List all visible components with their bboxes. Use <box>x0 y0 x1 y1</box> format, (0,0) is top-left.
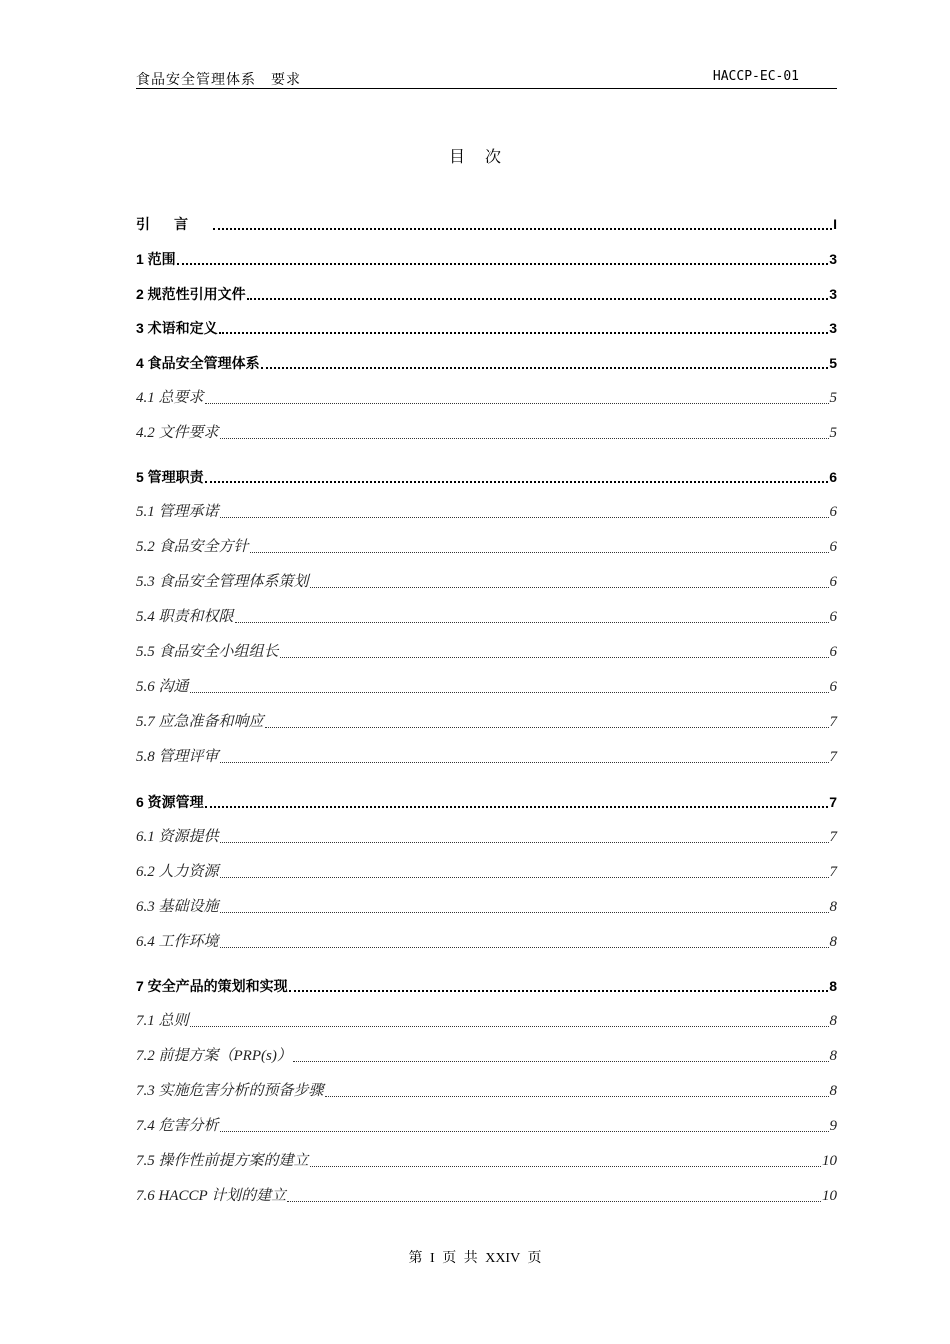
toc-entry[interactable] <box>136 463 837 487</box>
toc-entry[interactable] <box>136 1077 837 1101</box>
toc-entry[interactable] <box>136 893 837 917</box>
toc-entry-page-number: 3 <box>829 320 837 336</box>
toc-entry-page-number: I <box>833 216 837 232</box>
toc-dot-leader <box>190 692 829 693</box>
toc-dot-leader <box>310 587 829 588</box>
toc-entry[interactable] <box>136 972 837 996</box>
toc-dot-leader <box>235 622 829 623</box>
toc-entry-label: 1 范围 <box>136 251 176 267</box>
toc-dot-leader <box>287 1201 821 1202</box>
toc-entry-page-number: 5 <box>829 425 837 441</box>
toc-entry-label: 5.1 管理承诺 <box>136 504 219 520</box>
toc-entry-label: 5.3 食品安全管理体系策划 <box>136 574 309 590</box>
toc-entry-label: 6.3 基础设施 <box>136 899 219 915</box>
toc-entry-page-number: 7 <box>829 794 837 810</box>
toc-dot-leader <box>220 438 829 439</box>
page-header <box>136 68 837 89</box>
toc-entry-page-number: 7 <box>829 864 837 880</box>
toc-entry[interactable] <box>136 314 837 338</box>
toc-dot-leader <box>220 877 829 878</box>
toc-entry[interactable] <box>136 1182 837 1206</box>
toc-entry[interactable] <box>136 603 837 627</box>
toc-entry-page-number: 6 <box>829 644 837 660</box>
toc-dot-leader <box>293 1061 829 1062</box>
toc-entry[interactable] <box>136 498 837 522</box>
toc-dot-leader <box>265 727 829 728</box>
toc-entry[interactable] <box>136 858 837 882</box>
toc-entry-page-number: 10 <box>822 1188 837 1204</box>
toc-entry-page-number: 7 <box>829 714 837 730</box>
toc-dot-leader <box>220 517 829 518</box>
document-title: 食品安全管理体系 要求 <box>136 72 301 88</box>
toc-entry-label: 7.4 危害分析 <box>136 1118 219 1134</box>
toc-dot-leader <box>325 1096 829 1097</box>
toc-dot-leader <box>205 481 829 483</box>
toc-entry-page-number: 3 <box>829 286 837 302</box>
toc-entry-page-number: 10 <box>822 1153 837 1169</box>
toc-entry-page-number: 7 <box>829 829 837 845</box>
toc-entry-label: 6 资源管理 <box>136 794 204 810</box>
page-footer: 第 I 页 共 XXIV 页 <box>408 1251 542 1266</box>
toc-entry[interactable] <box>136 1147 837 1171</box>
toc-entry-page-number: 8 <box>829 978 837 994</box>
toc-heading: 目次 <box>448 147 521 166</box>
toc-entry-label: 5.7 应急准备和响应 <box>136 714 264 730</box>
toc-dot-leader <box>289 990 829 992</box>
toc-entry[interactable] <box>136 349 837 373</box>
toc-dot-leader <box>220 762 829 763</box>
toc-entry[interactable] <box>136 384 837 408</box>
toc-dot-leader <box>261 367 829 369</box>
toc-entry-page-number: 8 <box>829 899 837 915</box>
toc-entry-label: 7.6 HACCP 计划的建立 <box>136 1188 287 1204</box>
toc-entry-label: 7.1 总则 <box>136 1013 189 1029</box>
toc-entry[interactable] <box>136 928 837 952</box>
toc-entry-label: 5.8 管理评审 <box>136 749 219 765</box>
toc-entry-page-number: 6 <box>829 679 837 695</box>
toc-entry[interactable] <box>136 743 837 767</box>
toc-entry[interactable] <box>136 673 837 697</box>
toc-dot-leader <box>310 1166 821 1167</box>
toc-dot-leader <box>205 403 829 404</box>
toc-entry-label: 7.5 操作性前提方案的建立 <box>136 1153 309 1169</box>
toc-entry-label: 5.2 食品安全方针 <box>136 539 249 555</box>
toc-entry-label: 5.4 职责和权限 <box>136 609 234 625</box>
toc-entry[interactable] <box>136 788 837 812</box>
toc-entry[interactable] <box>136 533 837 557</box>
toc-entry[interactable] <box>136 280 837 304</box>
toc-entry-page-number: 3 <box>829 251 837 267</box>
toc-entry-label: 3 术语和定义 <box>136 320 218 336</box>
toc-entry-page-number: 5 <box>829 390 837 406</box>
toc-entry-label: 7.3 实施危害分析的预备步骤 <box>136 1083 324 1099</box>
toc-entry-page-number: 5 <box>829 355 837 371</box>
toc-entry-page-number: 9 <box>829 1118 837 1134</box>
toc-dot-leader <box>220 947 829 948</box>
toc-dot-leader <box>177 263 829 265</box>
toc-entry[interactable] <box>136 1112 837 1136</box>
toc-entry[interactable] <box>136 568 837 592</box>
toc-entry-label: 引言 <box>136 216 212 232</box>
toc-entry-page-number: 8 <box>829 1083 837 1099</box>
toc-entry-label: 4.2 文件要求 <box>136 425 219 441</box>
toc-dot-leader <box>220 912 829 913</box>
toc-entry[interactable] <box>136 638 837 662</box>
toc-entry[interactable] <box>136 210 837 234</box>
toc-entry-page-number: 6 <box>829 574 837 590</box>
toc-dot-leader <box>247 298 829 300</box>
toc-entry[interactable] <box>136 245 837 269</box>
toc-entry-page-number: 6 <box>829 539 837 555</box>
toc-dot-leader <box>190 1026 829 1027</box>
toc-entry[interactable] <box>136 823 837 847</box>
toc-entry-page-number: 8 <box>829 1048 837 1064</box>
toc-entry-page-number: 6 <box>829 504 837 520</box>
toc-dot-leader <box>280 657 829 658</box>
toc-dot-leader <box>220 1131 829 1132</box>
toc-entry-label: 7 安全产品的策划和实现 <box>136 978 288 994</box>
toc-dot-leader <box>220 842 829 843</box>
toc-entry-label: 7.2 前提方案（PRP(s)） <box>136 1048 292 1064</box>
toc-entry[interactable] <box>136 419 837 443</box>
toc-entry-label: 2 规范性引用文件 <box>136 286 246 302</box>
toc-dot-leader <box>205 806 829 808</box>
toc-entry-label: 5.5 食品安全小组组长 <box>136 644 279 660</box>
toc-entry[interactable] <box>136 1007 837 1031</box>
toc-dot-leader <box>213 228 832 230</box>
toc-dot-leader <box>219 332 829 334</box>
toc-entry-label: 6.4 工作环境 <box>136 934 219 950</box>
toc-entry[interactable] <box>136 1042 837 1066</box>
toc-entry-page-number: 8 <box>829 934 837 950</box>
toc-entry[interactable] <box>136 708 837 732</box>
toc-entry-page-number: 8 <box>829 1013 837 1029</box>
document-code: HACCP-EC-01 <box>712 69 799 84</box>
toc-entry-page-number: 6 <box>829 469 837 485</box>
toc-entry-label: 5.6 沟通 <box>136 679 189 695</box>
toc-entry-label: 6.2 人力资源 <box>136 864 219 880</box>
toc-entry-label: 4 食品安全管理体系 <box>136 355 260 371</box>
toc-entry-label: 6.1 资源提供 <box>136 829 219 845</box>
toc-entry-label: 4.1 总要求 <box>136 390 204 406</box>
toc-dot-leader <box>250 552 829 553</box>
toc-entry-label: 5 管理职责 <box>136 469 204 485</box>
toc-entry-page-number: 6 <box>829 609 837 625</box>
toc-entry-page-number: 7 <box>829 749 837 765</box>
